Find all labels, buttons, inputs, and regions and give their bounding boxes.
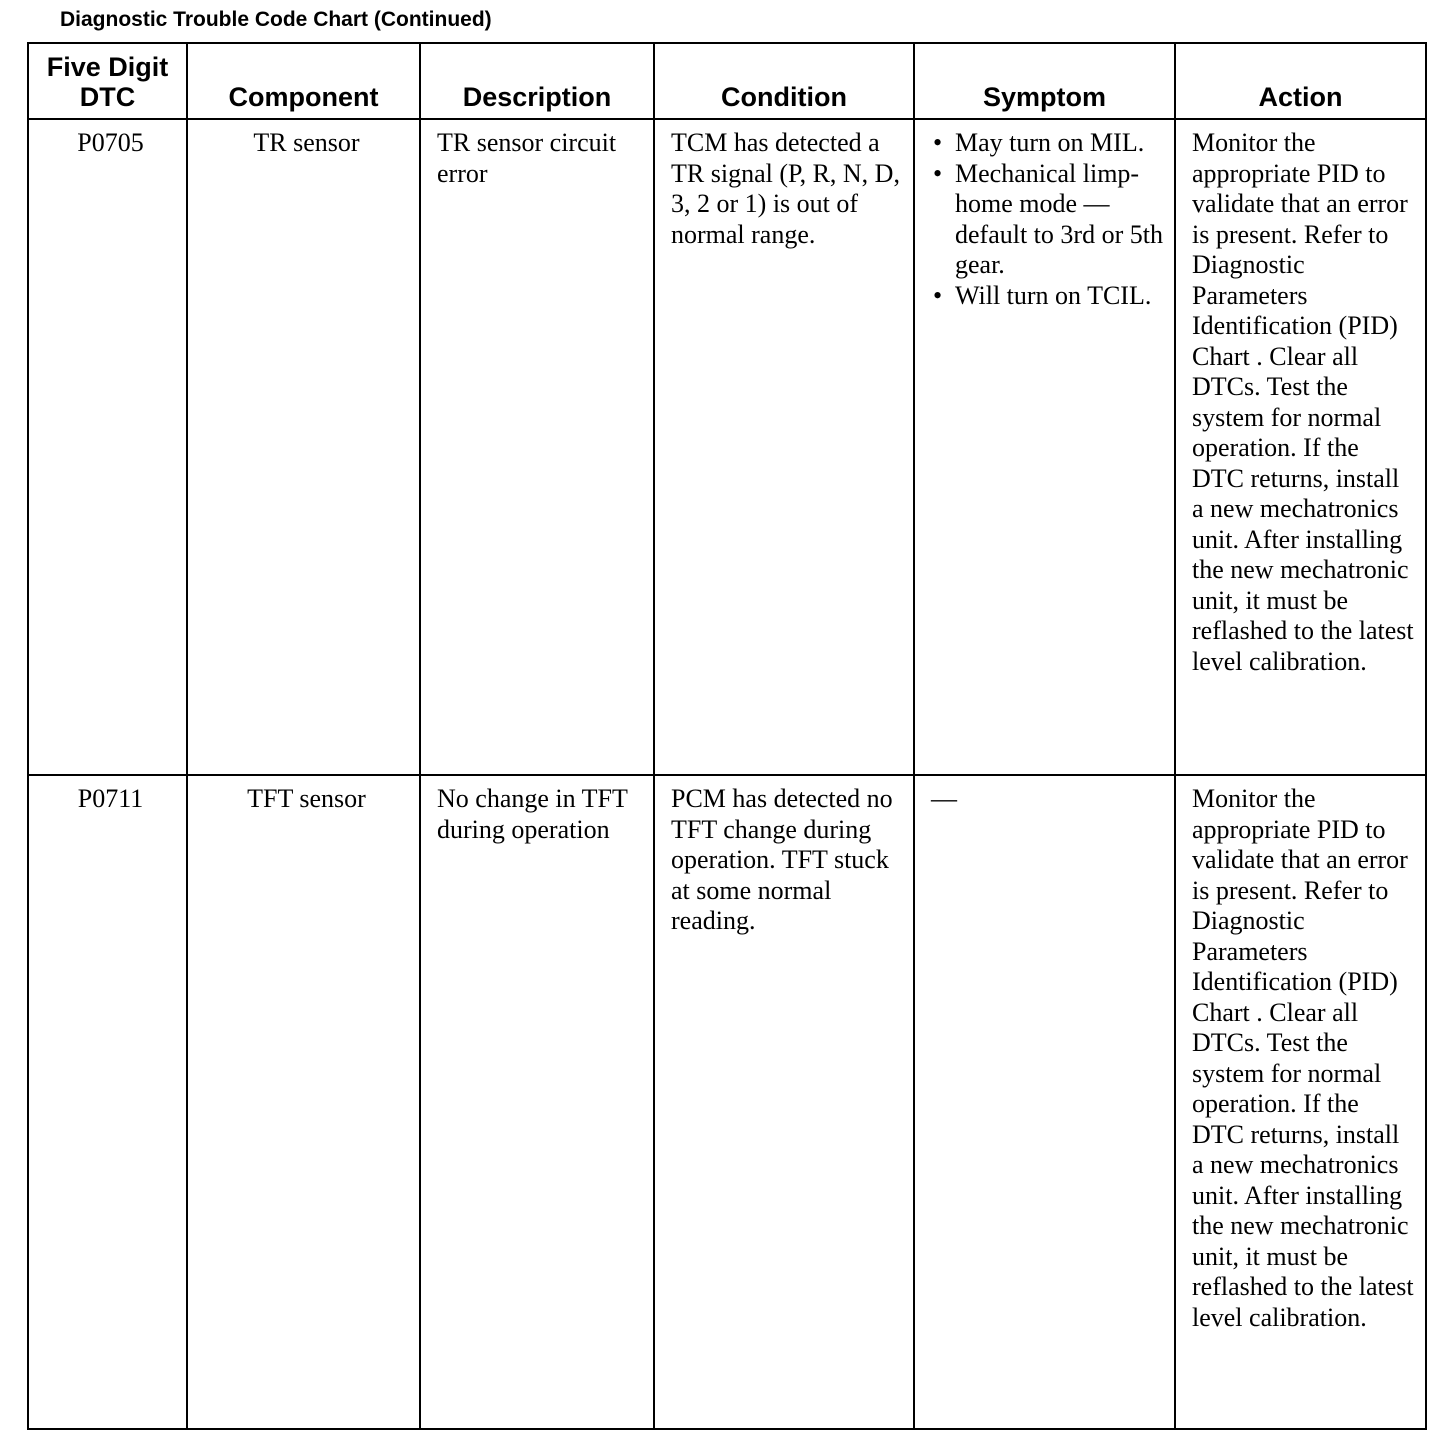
symptom-list <box>931 128 1164 311</box>
dtc-table <box>27 42 1427 1430</box>
dtc-code: P0711 <box>28 775 187 1429</box>
dtc-code: P0705 <box>28 119 187 775</box>
description-cell: TR sensor circuit error <box>420 119 654 775</box>
symptom-item: • May turn on MIL. <box>931 128 1164 159</box>
header-row <box>28 43 1426 119</box>
table-row <box>28 775 1426 1429</box>
symptom-cell <box>914 119 1175 775</box>
header-symptom: Symptom <box>914 43 1175 119</box>
condition-cell: TCM has detected a TR signal (P, R, N, D, 3, 2 or 1) is out of normal range. <box>654 119 914 775</box>
header-condition: Condition <box>654 43 914 119</box>
symptom-cell: — <box>914 775 1175 1429</box>
condition-cell: PCM has detected no TFT change during operation. TFT stuck at some normal reading. <box>654 775 914 1429</box>
symptom-item: • Will turn on TCIL. <box>931 281 1164 312</box>
description-cell: No change in TFT during operation <box>420 775 654 1429</box>
component-cell: TR sensor <box>187 119 420 775</box>
symptom-item: • Mechanical limp-home mode — default to 3rd or 5th gear. <box>931 159 1164 281</box>
header-component: Component <box>187 43 420 119</box>
table-caption: Diagnostic Trouble Code Chart (Continued) <box>60 8 492 31</box>
action-cell: Monitor the appropriate PID to validate that an error is present. Refer to Diagnostic Parameters Identification (PID) Chart . Clear all DTCs. Test the system for normal operation. If the DTC returns, install a new mechatronics unit. After installing the new mechatronic unit, it must be reflashed to the latest level calibration. <box>1175 119 1426 775</box>
action-cell: Monitor the appropriate PID to validate that an error is present. Refer to Diagnostic Parameters Identification (PID) Chart . Clear all DTCs. Test the system for normal operation. If the DTC returns, install a new mechatronics unit. After installing the new mechatronic unit, it must be reflashed to the latest level calibration. <box>1175 775 1426 1429</box>
header-action: Action <box>1175 43 1426 119</box>
header-description: Description <box>420 43 654 119</box>
table-row <box>28 119 1426 775</box>
header-dtc: Five Digit DTC <box>28 43 187 119</box>
component-cell: TFT sensor <box>187 775 420 1429</box>
